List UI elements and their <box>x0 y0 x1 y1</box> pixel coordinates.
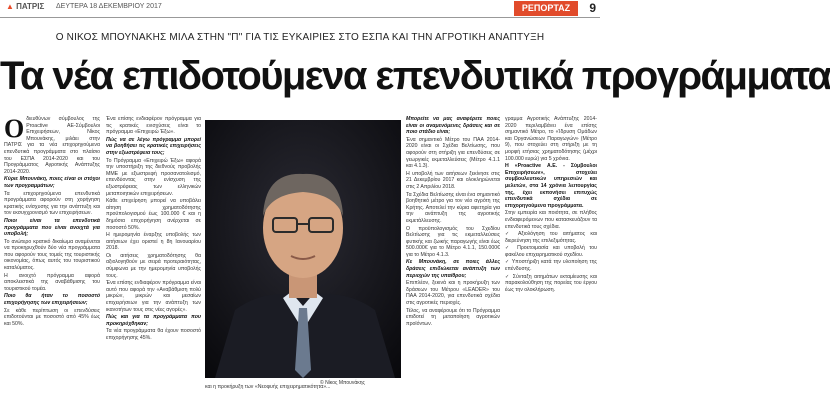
photo-caption: © Νίκος Μπουνάκης <box>320 380 365 386</box>
column-paragraph: Το Πρόγραμμα «Επιχειρώ Έξω» αφορά την υποστήριξη της διεθνούς προβολής ΜΜΕ με εξωστρεφή προσανατολισμό, επενδύοντας στην ενίσχυση της εξωστρέφειας των ελληνικών μεταποιητικών επιχειρήσεων. <box>106 157 201 197</box>
column-paragraph: Τα Σχέδια Βελτίωσης είναι ένα σημαντικό βοηθητικό μέτρο για τον νέο αγρότη της Κρήτης. Αποτελεί την κύρια αφετηρία για την ανάπτυξη της αγροτικής εκμετάλλευσης. <box>406 191 500 224</box>
column-paragraph: Η ημερομηνία έναρξης υποβολής των αιτήσεων έχει οριστεί η 8η Ιανουαρίου 2018. <box>106 232 201 252</box>
article-headline: Τα νέα επιδοτούμενα επενδυτικά προγράμματα <box>0 54 830 98</box>
column-paragraph: Ο προϋπολογισμός του Σχεδίου Βελτίωσης για τις εκμεταλλεύσεις φυτικής και ζωικής παραγωγής είναι έως 500.000€ για το Μέτρο 4.1.1, 150.000€ για το Μέτρο 4.1.3. <box>406 225 500 258</box>
service-bullet: ✓ Υποστήριξη κατά την υλοποίηση της επένδυσης. <box>505 259 597 273</box>
masthead <box>0 0 600 16</box>
interview-question: Ποιο θα ήταν το ποσοστό επιχορήγησης των επιχειρήσεων; <box>4 293 100 307</box>
service-bullet: ✓ Σύνταξη αιτημάτων εκταμίευσης και παρακολούθηση της πορείας του έργου έως την ολοκλήρωση. <box>505 273 597 293</box>
company-paragraph: Η «Proactive Α.Ε. - Σύμβουλοι Επιχειρήσεων», στοχεύει συμβουλευτικών υπηρεσιών και μελετών, στα 14 χρόνια λειτουργίας της, έχει εκπονήσει επιτυχώς επενδυτικά σχέδια σε επιχορηγούμενα προγράμματα. <box>505 163 597 209</box>
photo-under-text: και η προκήρυξη των «Νεοφυής επιχειρηματικότητα»... <box>205 384 331 390</box>
column-paragraph: Τα νέα προγράμματα θα έχουν ποσοστό επιχορήγησης 45%. <box>106 328 201 341</box>
article-column-3 <box>406 116 500 398</box>
column-paragraph: Ένα επίσης ενδιαφέρον πρόγραμμα είναι αυτό που αφορά την «Αναβάθμιση πολύ μικρών, μικρών και μεσαίων επιχειρήσεων για την ανάπτυξη των ικανοτήτων τους στις νέες αγορές». <box>106 280 201 313</box>
column-paragraph: Ένα σημαντικό Μέτρο του ΠΑΑ 2014-2020 είναι οι Σχέδια Βελτίωσης, που αφορούν στη στήριξη για επενδύσεις σε γεωργικές εκμεταλλεύσεις (Μέτρο 4.1.1 και 4.1.3). <box>406 136 500 170</box>
portrait-illustration <box>205 120 401 378</box>
article-column-4 <box>505 116 597 398</box>
column-paragraph: Το ανώτερο κρατικό δικαίωμα αναμένεται να προκηρυχθούν δύο νέα προγράμματα που αφορούν τους τομείς της τουριστικής οικονομίας, όπως αυτός του τουριστικού καταλύματος. <box>4 238 100 272</box>
interview-question: Ποιοι είναι τα επενδυτικά προγράμματα που είναι ανοιχτά για υποβολή; <box>4 217 100 238</box>
column-paragraph: Επιπλέον, ξεκινά και η προκήρυξη των δράσεων του Μέτρου «LEADER» του ΠΑΑ 2014-2020, για επενδυτικά σχέδια στις αγροτικές περιοχές. <box>406 280 500 307</box>
column-paragraph: γραμμα Αγροτικής Ανάπτυξης 2014-2020 περιλαμβάνει ένα επίσης σημαντικό Μέτρο, το «Ίδρυση Ομάδων και Οργανώσεων Παραγωγών» (Μέτρο 9), που στοχεύει στη στήριξη με τη μορφή ετήσιας χρηματοδότησης (μέχρι 100.000 ευρώ) για 5 χρόνια. <box>505 116 597 162</box>
column-paragraph: Η ανοιχτό πρόγραμμα αφορά αποκλειστικά της αναβάθμισης του τουριστικού τομέα. <box>4 272 100 292</box>
interview-question: Πώς να σε λέγω πρόγραμμα μπορεί να βοηθήσει τις κρατικές επιχειρήσεις στην εξωστρέφεια τους; <box>106 136 201 156</box>
dropcap: Ο <box>4 114 25 143</box>
column-paragraph: Τέλος, να αναφέρουμε ότι το Πρόγραμμα επιδοτεί τη μεταποίηση αγροτικών προϊόντων. <box>406 307 500 327</box>
service-bullet: ✓ Αξιολόγηση του αιτήματος και διερεύνηση της επιλεξιμότητας. <box>505 231 597 244</box>
masthead-divider <box>0 17 600 18</box>
portrait-photo <box>205 120 401 378</box>
interview-question: Μπορείτε να μας αναφέρετε ποιες είναι οι αναμενόμενες δράσεις και σε ποιο στάδιο είναι; <box>406 116 500 136</box>
interview-question: Κε Μπουνάκη, σε ποιες άλλες δράσεις επιδιώκεται ανάπτυξη των περιοχών της υπαίθρου; <box>406 259 500 279</box>
article-kicker: Ο ΝΙΚΟΣ ΜΠΟΥΝΑΚΗΣ ΜΙΛΑ ΣΤΗΝ "Π" ΓΙΑ ΤΙΣ ΕΥΚΑΙΡΙΕΣ ΣΤΟ ΕΣΠΑ ΚΑΙ ΤΗΝ ΑΓΡΟΤΙΚΗ ΑΝΑΠΤΥΞΗ <box>55 32 545 43</box>
column-paragraph: Κάθε επιχείρηση μπορεί να υποβάλει αίτηση χρηματοδότησης προϋπολογισμού έως 100.000 € και η δημόσια επιχορήγηση ανέρχεται σε ποσοστό 50%. <box>106 198 201 231</box>
interview-question: Πώς και για τα προγράμματα που προκηρύχθηκαν; <box>106 314 201 327</box>
column-paragraph: Στην εμπειρία και ποιότητα, σε πλήθος ενδιαφερόμενων που κατασκευάζουν τα επενδυτικά τους σχέδια. <box>505 210 597 230</box>
column-paragraph: Οι αιτήσεις χρηματοδότησης θα αξιολογηθούν με σειρά προτεραιότητας, σύμφωνα με την ημερομηνία υποβολής τους. <box>106 252 201 279</box>
column-paragraph: Η υποβολή των αιτήσεων ξεκίνησε στις 21 Δεκεμβρίου 2017 και ολοκληρώνεται στις 2 Απριλίου 2018. <box>406 170 500 190</box>
column-paragraph: Σε κάθε περίπτωση οι επενδύσεις επιδοτούνται με ποσοστό από 45% έως και 50%. <box>4 307 100 327</box>
interview-question: Κύριε Μπουνάκη, ποιες είναι οι στόχοι των προγραμμάτων; <box>4 176 100 189</box>
section-label: ΡΕΠΟΡΤΑΖ <box>514 1 578 16</box>
service-bullet: ✓ Προετοιμασία και υποβολή του φακέλου επιχειρηματικού σχεδίου. <box>505 245 597 258</box>
column-paragraph: Ένα επίσης ενδιαφέρον πρόγραμμα για τις κρατικές ενισχύσεις είναι το πρόγραμμα «Επιχειρώ Έξω». <box>106 116 201 136</box>
article-column-2 <box>106 116 201 398</box>
newspaper-logo: ▲ ΠΑΤΡΙΣ <box>6 2 45 11</box>
issue-date: ΔΕΥΤΕΡΑ 18 ΔΕΚΕΜΒΡΙΟΥ 2017 <box>56 3 162 10</box>
column-paragraph: Τα επιχορηγούμενα επενδυτικά προγράμματα αφορούν στη χορήγηση κρατικής ενίσχυσης για την ανάπτυξη και τον εκσυγχρονισμό των επιχειρήσεων. <box>4 190 100 217</box>
article-column-1 <box>4 116 100 398</box>
column-paragraph: διευθύνων σύμβουλος της Proactive ΑΕ-Σύμβουλοι Επιχειρήσεων, Νίκος Μπουνάκης, μιλάει στην ΠΑΤΡΙΣ για τα νέα επιχορηγούμενα επενδυτικά προγράμματα στο πλαίσιο του ΕΣΠΑ 2014-2020 και του Προγράμματος Αγροτικής Ανάπτυξης 2014-2020. <box>4 116 100 175</box>
page-number: 9 <box>589 1 596 15</box>
